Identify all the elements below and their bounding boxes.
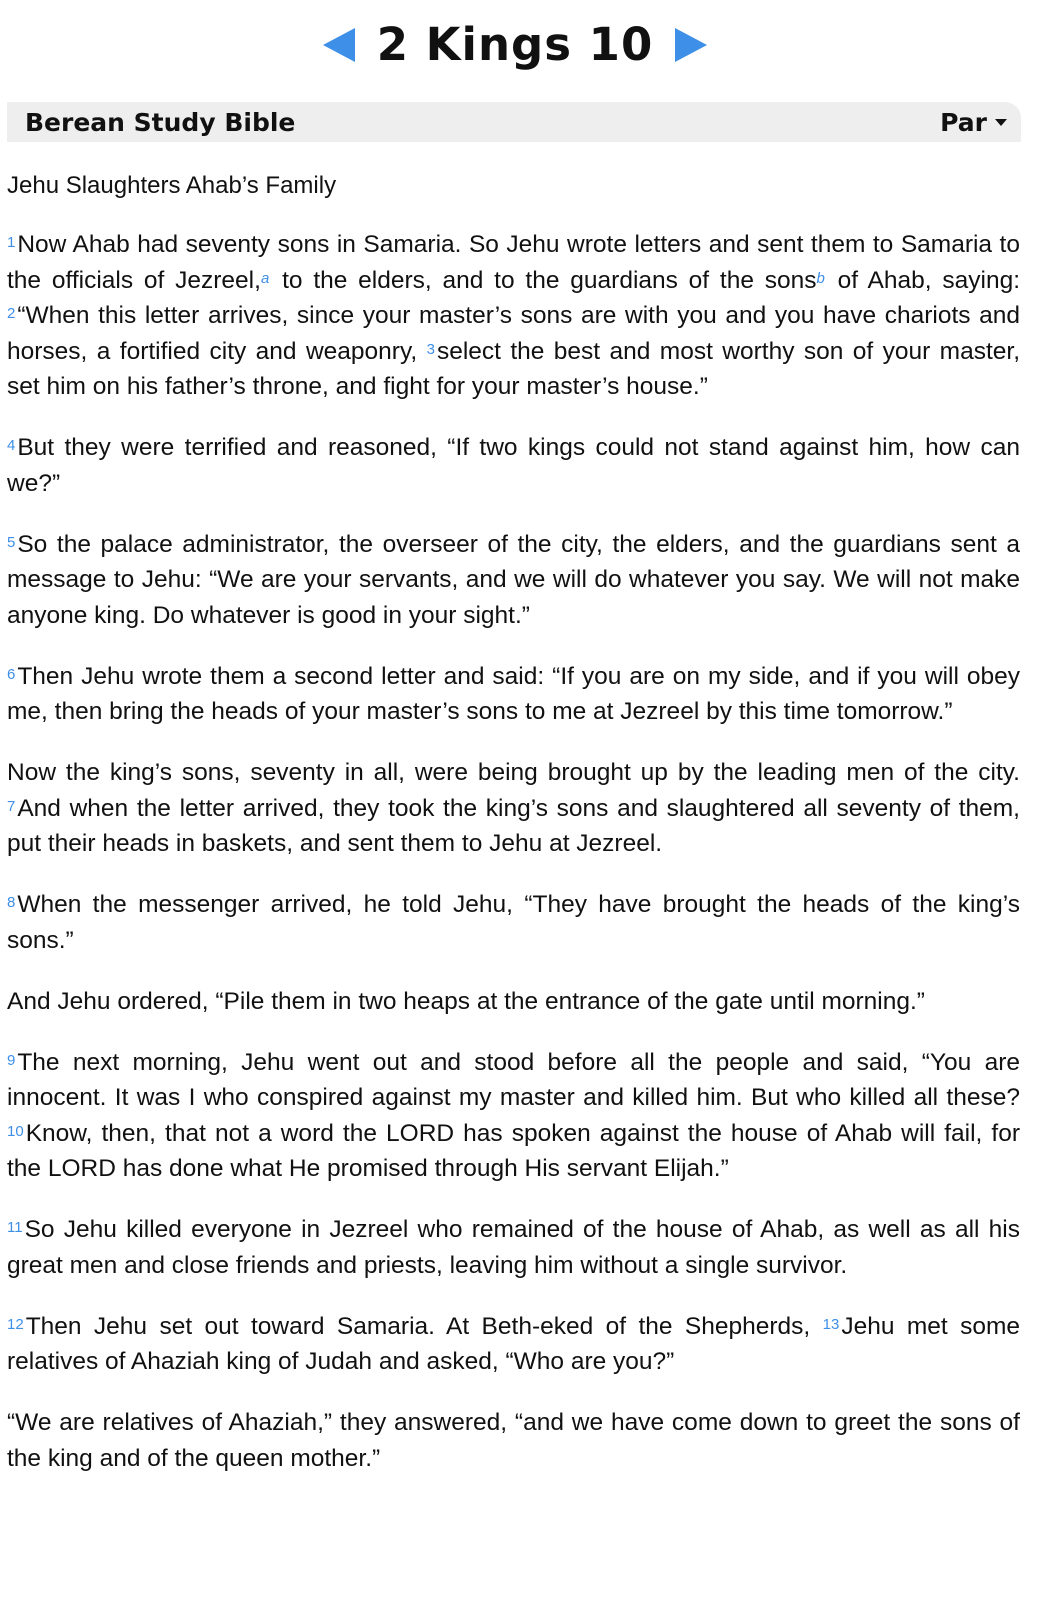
parallel-label: Par bbox=[940, 107, 987, 137]
footnote-marker[interactable]: a bbox=[260, 269, 270, 287]
verse-text: So the palace administrator, the overseer of the city, the elders, and the guardians sent a message to Jehu: “We are your servants, and we will do whatever you say. We will not make anyone king. Do whatever is good in your sight.” bbox=[7, 530, 1020, 629]
version-name[interactable]: Berean Study Bible bbox=[25, 107, 296, 137]
verse-text: And Jehu ordered, “Pile them in two heaps at the entrance of the gate until morning.” bbox=[7, 987, 925, 1015]
verse-text: And when the letter arrived, they took the king’s sons and slaughtered all seventy of them, put their heads in baskets, and sent them to Jehu at Jezreel. bbox=[7, 794, 1020, 857]
verse-text: of Ahab, saying: bbox=[826, 266, 1021, 294]
paragraph bbox=[7, 430, 1020, 501]
paragraph bbox=[7, 984, 1020, 1020]
paragraph bbox=[7, 1309, 1020, 1380]
verse-number[interactable]: 2 bbox=[7, 305, 16, 322]
verse-text: “We are relatives of Ahaziah,” they answered, “and we have come down to greet the sons of the king and of the queen mother.” bbox=[7, 1409, 1020, 1472]
verse-number[interactable]: 8 bbox=[7, 894, 16, 911]
verse-text: Now the king’s sons, seventy in all, were being brought up by the leading men of the city. bbox=[7, 759, 1020, 786]
version-bar bbox=[7, 102, 1021, 142]
paragraph bbox=[7, 1212, 1020, 1283]
verse-text: When the messenger arrived, he told Jehu, “They have brought the heads of the king’s sons.” bbox=[7, 891, 1020, 954]
verse-number[interactable]: 1 bbox=[7, 234, 16, 251]
verse-text: The next morning, Jehu went out and stood before all the people and said, “You are innocent. It was I who conspired against my master and killed him. But who killed all these? bbox=[7, 1048, 1020, 1111]
chevron-down-icon bbox=[995, 119, 1007, 126]
chapter-nav bbox=[0, 18, 1030, 71]
verse-number[interactable]: 7 bbox=[7, 797, 16, 815]
paragraph bbox=[7, 227, 1020, 405]
section-heading: Jehu Slaughters Ahab’s Family bbox=[7, 172, 337, 199]
verse-number[interactable]: 13 bbox=[822, 1315, 840, 1333]
paragraph bbox=[7, 755, 1020, 862]
paragraph bbox=[7, 887, 1020, 958]
verse-number[interactable]: 5 bbox=[7, 533, 16, 551]
verse-text: select the best and most worthy son of your master, set him on his father’s throne, and fight for your master’s house.” bbox=[7, 337, 1021, 400]
verse-number[interactable]: 4 bbox=[7, 437, 16, 454]
parallel-dropdown[interactable] bbox=[940, 108, 1007, 137]
verse-number[interactable]: 12 bbox=[7, 1315, 24, 1333]
verse-text: Then Jehu wrote them a second letter and said: “If you are on my side, and if you will obey me, then bring the heads of your master’s sons to me at Jezreel by this time tomorrow.” bbox=[7, 662, 1020, 725]
verse-number[interactable]: 10 bbox=[7, 1122, 24, 1140]
chapter-text bbox=[7, 168, 1020, 1502]
verse-text: “When this letter arrives, since your master’s sons are with you and you have chariots and horses, a fortified city and weaponry, bbox=[7, 302, 1020, 365]
verse-number[interactable]: 6 bbox=[7, 665, 16, 683]
verse-text: Jehu met some relatives of Ahaziah king of Judah and asked, “Who are you?” bbox=[7, 1312, 1020, 1375]
paragraph bbox=[7, 659, 1020, 730]
paragraphs bbox=[7, 227, 1020, 1476]
verse-text: But they were terrified and reasoned, “If two kings could not stand against him, how can we?” bbox=[7, 434, 1020, 497]
verse-text: to the elders, and to the guardians of the sons bbox=[271, 266, 817, 294]
previous-chapter-icon[interactable] bbox=[323, 28, 355, 62]
verse-text: Now Ahab had seventy sons in Samaria. So Jehu wrote letters and sent them to Samaria to the officials of Jezreel, bbox=[7, 231, 1020, 294]
paragraph bbox=[7, 1405, 1020, 1476]
next-chapter-icon[interactable] bbox=[675, 28, 707, 62]
verse-number[interactable]: 3 bbox=[426, 340, 435, 358]
verse-number[interactable]: 9 bbox=[7, 1051, 16, 1069]
verse-text: Then Jehu set out toward Samaria. At Beth-eked of the Shepherds, bbox=[25, 1312, 823, 1340]
verse-text: Know, then, that not a word the LORD has spoken against the house of Ahab will fail, for the LORD has done what He promised through His servant Elijah.” bbox=[7, 1119, 1020, 1182]
page-title: 2 Kings 10 bbox=[376, 18, 654, 71]
paragraph bbox=[7, 527, 1020, 634]
footnote-marker[interactable]: b bbox=[816, 269, 825, 287]
verse-text: So Jehu killed everyone in Jezreel who remained of the house of Ahab, as well as all his great men and close friends and priests, leaving him without a single survivor. bbox=[7, 1216, 1020, 1279]
verse-number[interactable]: 11 bbox=[7, 1219, 23, 1236]
paragraph bbox=[7, 1045, 1020, 1187]
